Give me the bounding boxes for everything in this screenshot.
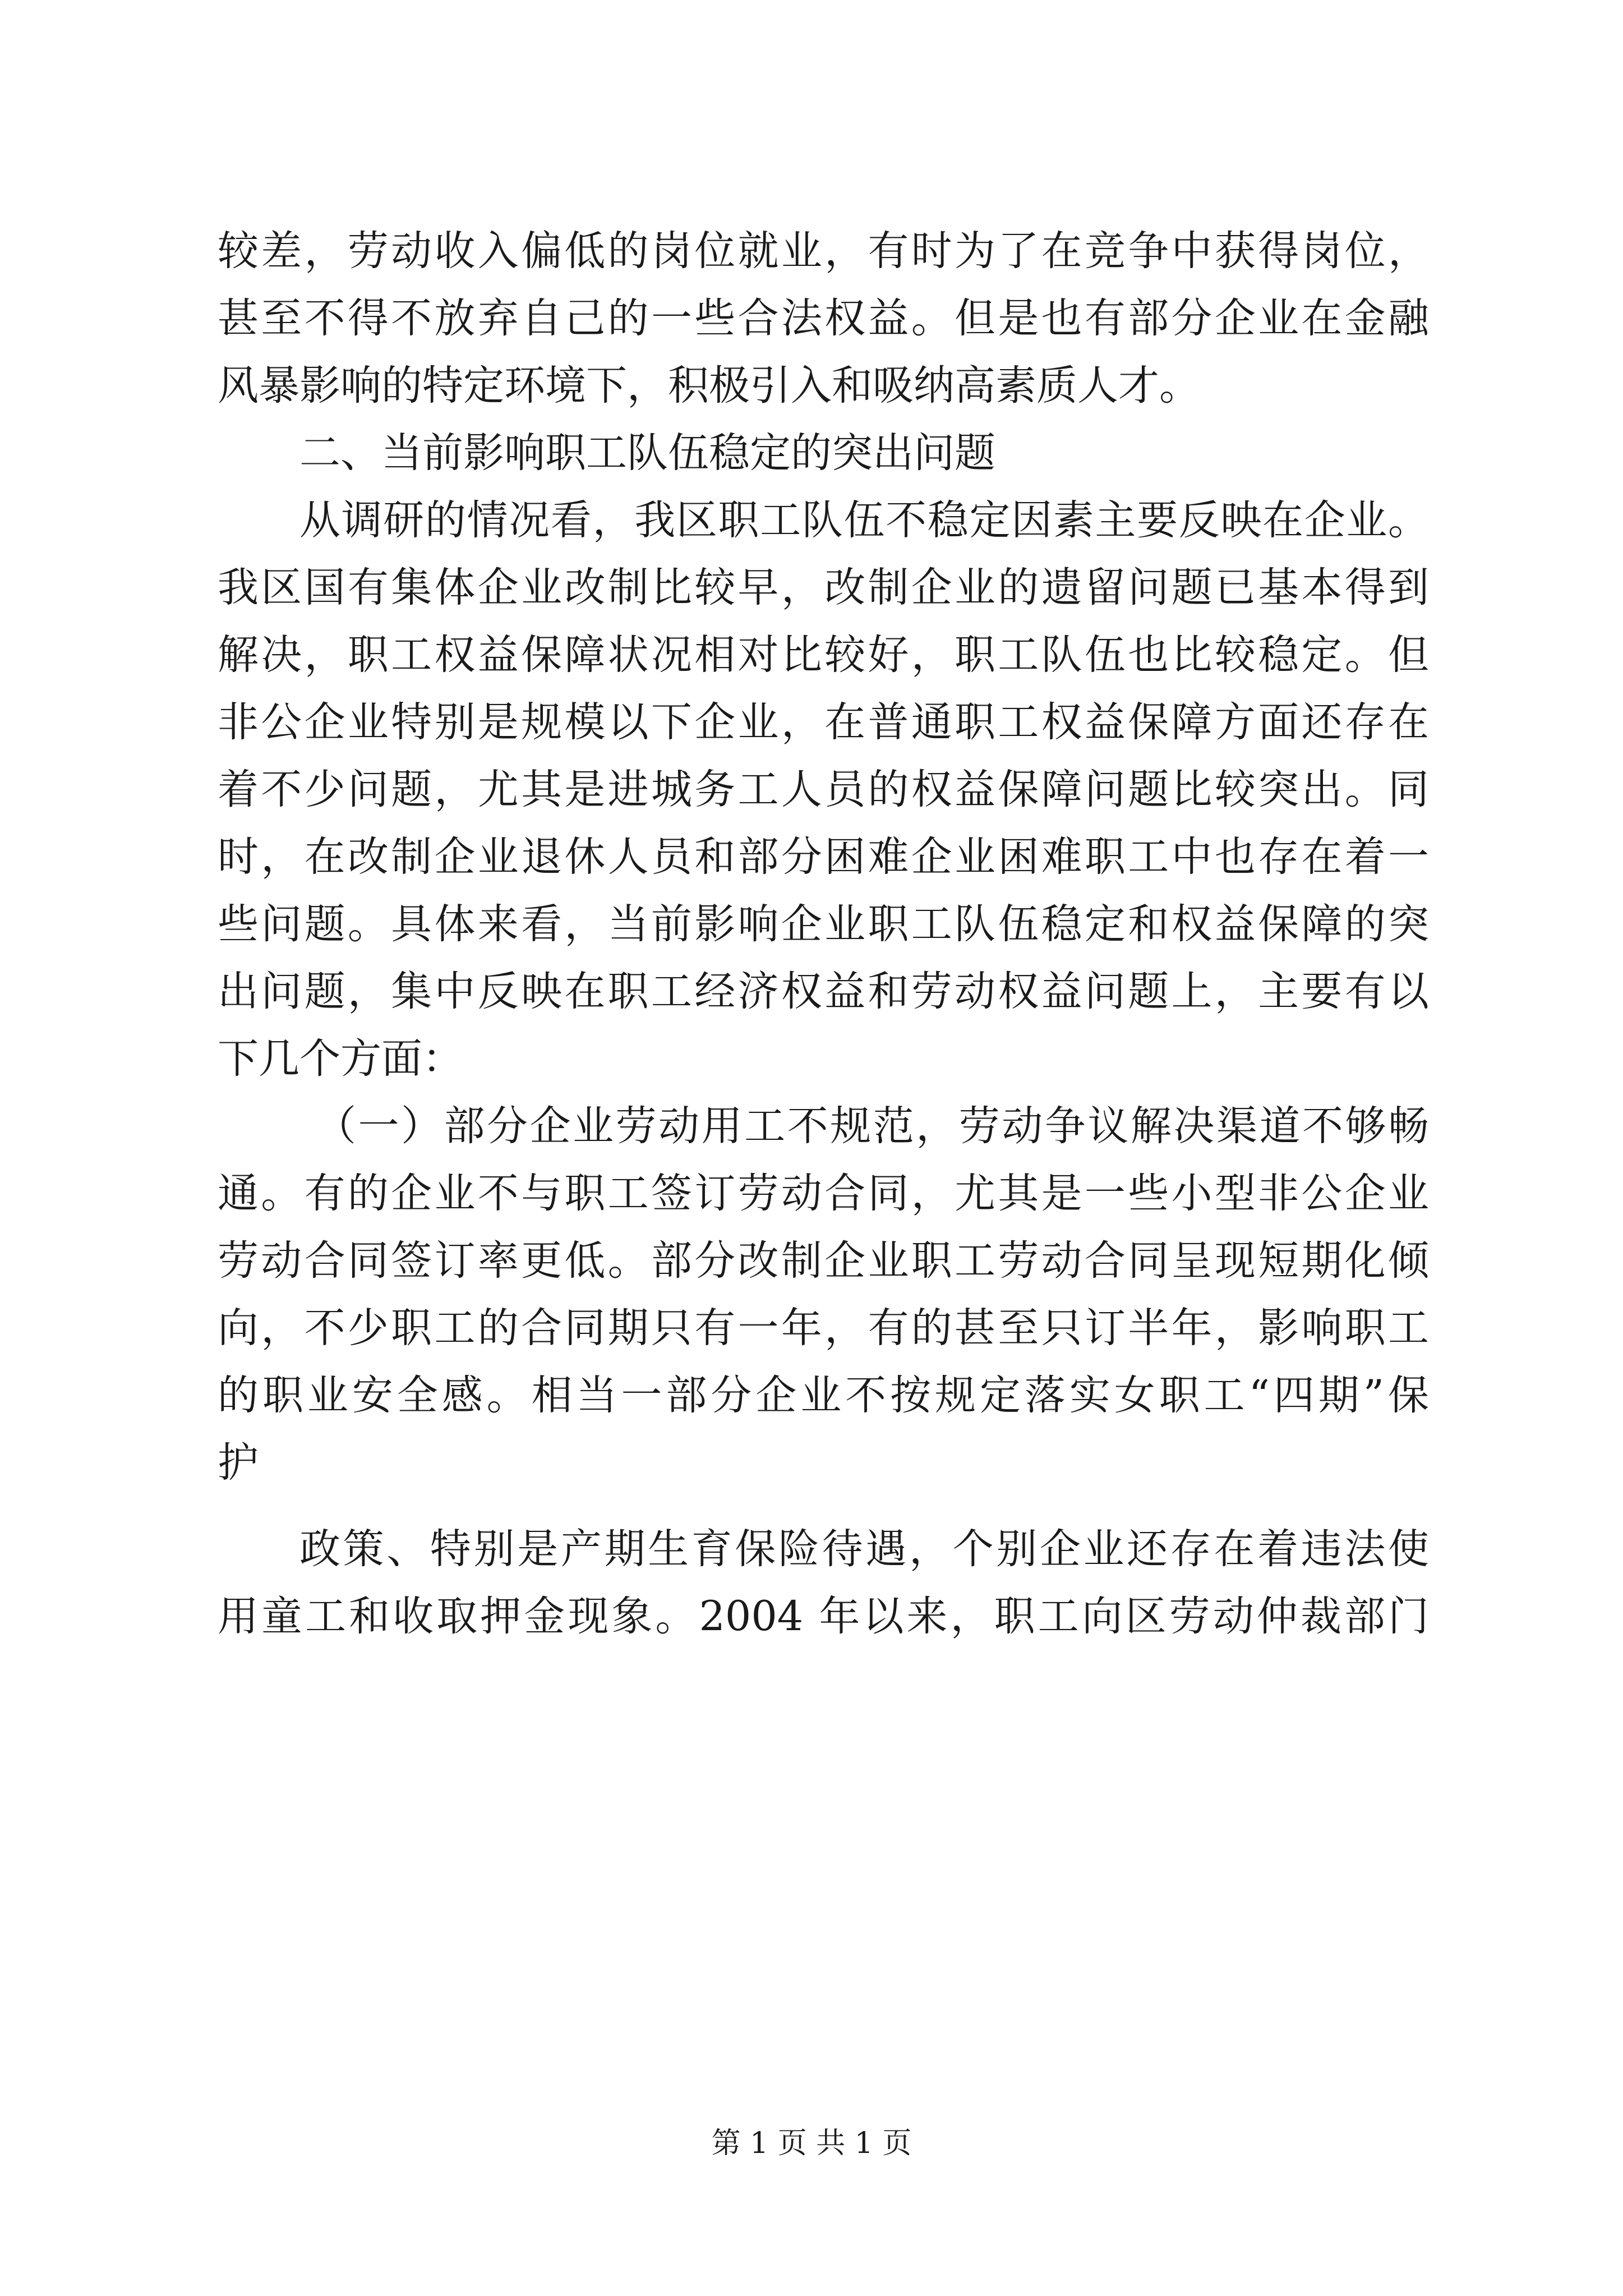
text-line: 我区国有集体企业改制比较早，改制企业的遗留问题已基本得到 [218, 564, 1429, 611]
text-line: 向，不少职工的合同期只有一年，有的甚至只订半年，影响职工 [218, 1304, 1429, 1352]
text-line: 风暴影响的特定环境下，积极引入和吸纳高素质人才。 [218, 362, 1200, 409]
text-line: 护 [218, 1439, 259, 1487]
text-line: 甚至不得不放弃自己的一些合法权益。但是也有部分企业在金融 [218, 295, 1429, 342]
text-line: 政策、特别是产期生育保险待遇，个别企业还存在着违法使 [299, 1525, 1429, 1573]
text-line: 用童工和收取押金现象。2004 年以来，职工向区劳动仲裁部门 [218, 1593, 1429, 1640]
document-body [218, 218, 1429, 1650]
text-line: 着不少问题，尤其是进城务工人员的权益保障问题比较突出。同 [218, 766, 1429, 813]
text-line: 些问题。具体来看，当前影响企业职工队伍稳定和权益保障的突 [218, 900, 1429, 948]
text-line: 时，在改制企业退休人员和部分困难企业困难职工中也存在着一 [218, 833, 1429, 881]
section-heading: 二、当前影响职工队伍稳定的突出问题 [299, 429, 995, 477]
text-line: 较差，劳动收入偏低的岗位就业，有时为了在竞争中获得岗位， [218, 227, 1429, 275]
text-line: 通。有的企业不与职工签订劳动合同，尤其是一些小型非公企业 [218, 1170, 1429, 1217]
text-line: 从调研的情况看，我区职工队伍不稳定因素主要反映在企业。 [299, 496, 1429, 544]
page-footer: 第 1 页 共 1 页 [711, 2127, 912, 2160]
subsection-heading: （一）部分企业劳动用工不规范，劳动争议解决渠道不够畅 [315, 1102, 1429, 1150]
text-line: 解决，职工权益保障状况相对比较好，职工队伍也比较稳定。但 [218, 631, 1429, 679]
text-line: 非公企业特别是规模以下企业，在普通职工权益保障方面还存在 [218, 698, 1429, 746]
text-line: 出问题，集中反映在职工经济权益和劳动权益问题上，主要有以 [218, 968, 1429, 1015]
text-line: 下几个方面： [218, 1035, 463, 1083]
text-line: 的职业安全感。相当一部分企业不按规定落实女职工“四期”保 [218, 1372, 1429, 1419]
text-line: 劳动合同签订率更低。部分改制企业职工劳动合同呈现短期化倾 [218, 1237, 1429, 1285]
